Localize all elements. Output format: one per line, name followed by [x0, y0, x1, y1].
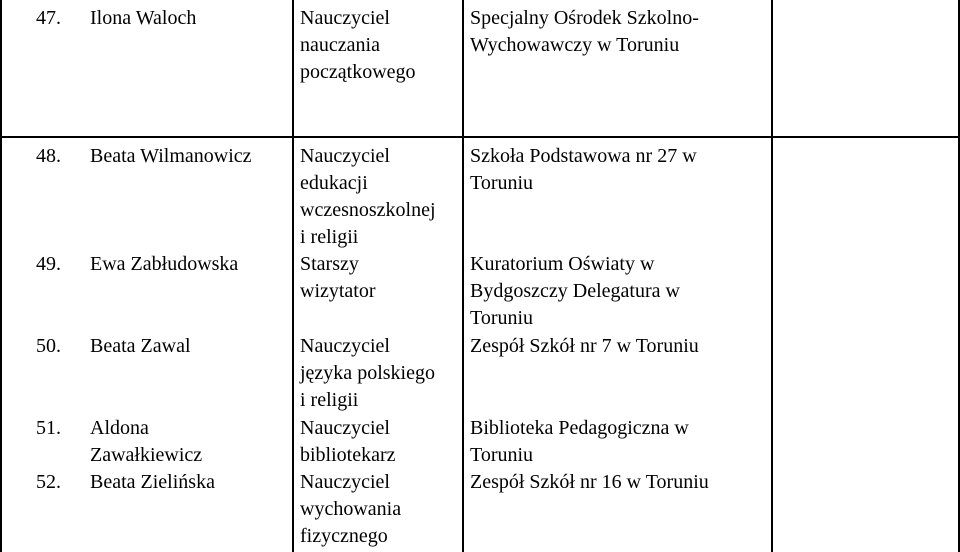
cell-text-line: Toruniu: [470, 172, 534, 194]
cell-text-line: Nauczyciel: [300, 335, 390, 357]
cell-text-line: nauczania: [300, 34, 380, 56]
cell-text-line: i religii: [300, 389, 359, 411]
cell-text-line: Specjalny Ośrodek Szkolno-: [470, 7, 699, 29]
cell-text-line: Aldona: [90, 417, 149, 439]
cell-text-line: Beata Zielińska: [90, 471, 215, 493]
person-name: [90, 415, 202, 469]
cell-text-line: Zespół Szkół nr 16 w Toruniu: [470, 471, 709, 493]
row-number: 52.: [36, 471, 61, 493]
cell-text-line: Bydgoszczy Delegatura w: [470, 280, 680, 302]
row-number: 51.: [36, 417, 61, 439]
cell-text-line: Ilona Waloch: [90, 7, 197, 29]
person-name: [90, 143, 252, 170]
workplace-cell: [470, 5, 699, 59]
cell-text-line: Wychowawczy w Toruniu: [470, 34, 680, 56]
cell-text-line: Starszy: [300, 253, 359, 275]
row-number: 50.: [36, 335, 61, 357]
cell-text-line: i religii: [300, 226, 359, 248]
position-cell: [300, 143, 436, 251]
cell-text-line: Nauczyciel: [300, 7, 390, 29]
column-divider: [292, 0, 294, 552]
column-divider: [771, 0, 773, 552]
table-border-left: [0, 0, 2, 552]
cell-text-line: języka polskiego: [300, 362, 435, 384]
cell-text-line: Beata Wilmanowicz: [90, 145, 252, 167]
cell-text-line: Toruniu: [470, 444, 534, 466]
cell-text-line: fizycznego: [300, 525, 388, 547]
row-divider: [0, 136, 960, 138]
cell-text-line: początkowego: [300, 61, 416, 83]
person-name: [90, 333, 191, 360]
position-cell: [300, 251, 376, 305]
workplace-cell: [470, 415, 689, 469]
workplace-cell: [470, 143, 697, 197]
cell-text-line: Kuratorium Oświaty w: [470, 253, 655, 275]
workplace-cell: [470, 333, 699, 360]
cell-text-line: Nauczyciel: [300, 145, 390, 167]
cell-text-line: Biblioteka Pedagogiczna w: [470, 417, 689, 439]
cell-text-line: wizytator: [300, 280, 376, 302]
cell-text-line: Toruniu: [470, 307, 534, 329]
cell-text-line: wychowania: [300, 498, 402, 520]
cell-text-line: Szkoła Podstawowa nr 27 w: [470, 145, 697, 167]
cell-text-line: bibliotekarz: [300, 444, 396, 466]
person-name: [90, 251, 238, 278]
row-number: 49.: [36, 253, 61, 275]
cell-text-line: Beata Zawal: [90, 335, 191, 357]
person-name: [90, 5, 196, 32]
cell-text-line: edukacji: [300, 172, 368, 194]
cell-text-line: wczesnoszkolnej: [300, 199, 436, 221]
position-cell: [300, 415, 396, 469]
cell-text-line: Nauczyciel: [300, 471, 390, 493]
position-cell: [300, 5, 416, 86]
workplace-cell: [470, 469, 709, 496]
cell-text-line: Ewa Zabłudowska: [90, 253, 239, 275]
row-number: 47.: [36, 7, 61, 29]
workplace-cell: [470, 251, 680, 332]
column-divider: [462, 0, 464, 552]
cell-text-line: Nauczyciel: [300, 417, 390, 439]
position-cell: [300, 469, 401, 550]
cell-text-line: Zawałkiewicz: [90, 444, 203, 466]
row-number: 48.: [36, 145, 61, 167]
position-cell: [300, 333, 435, 414]
person-name: [90, 469, 215, 496]
cell-text-line: Zespół Szkół nr 7 w Toruniu: [470, 335, 699, 357]
